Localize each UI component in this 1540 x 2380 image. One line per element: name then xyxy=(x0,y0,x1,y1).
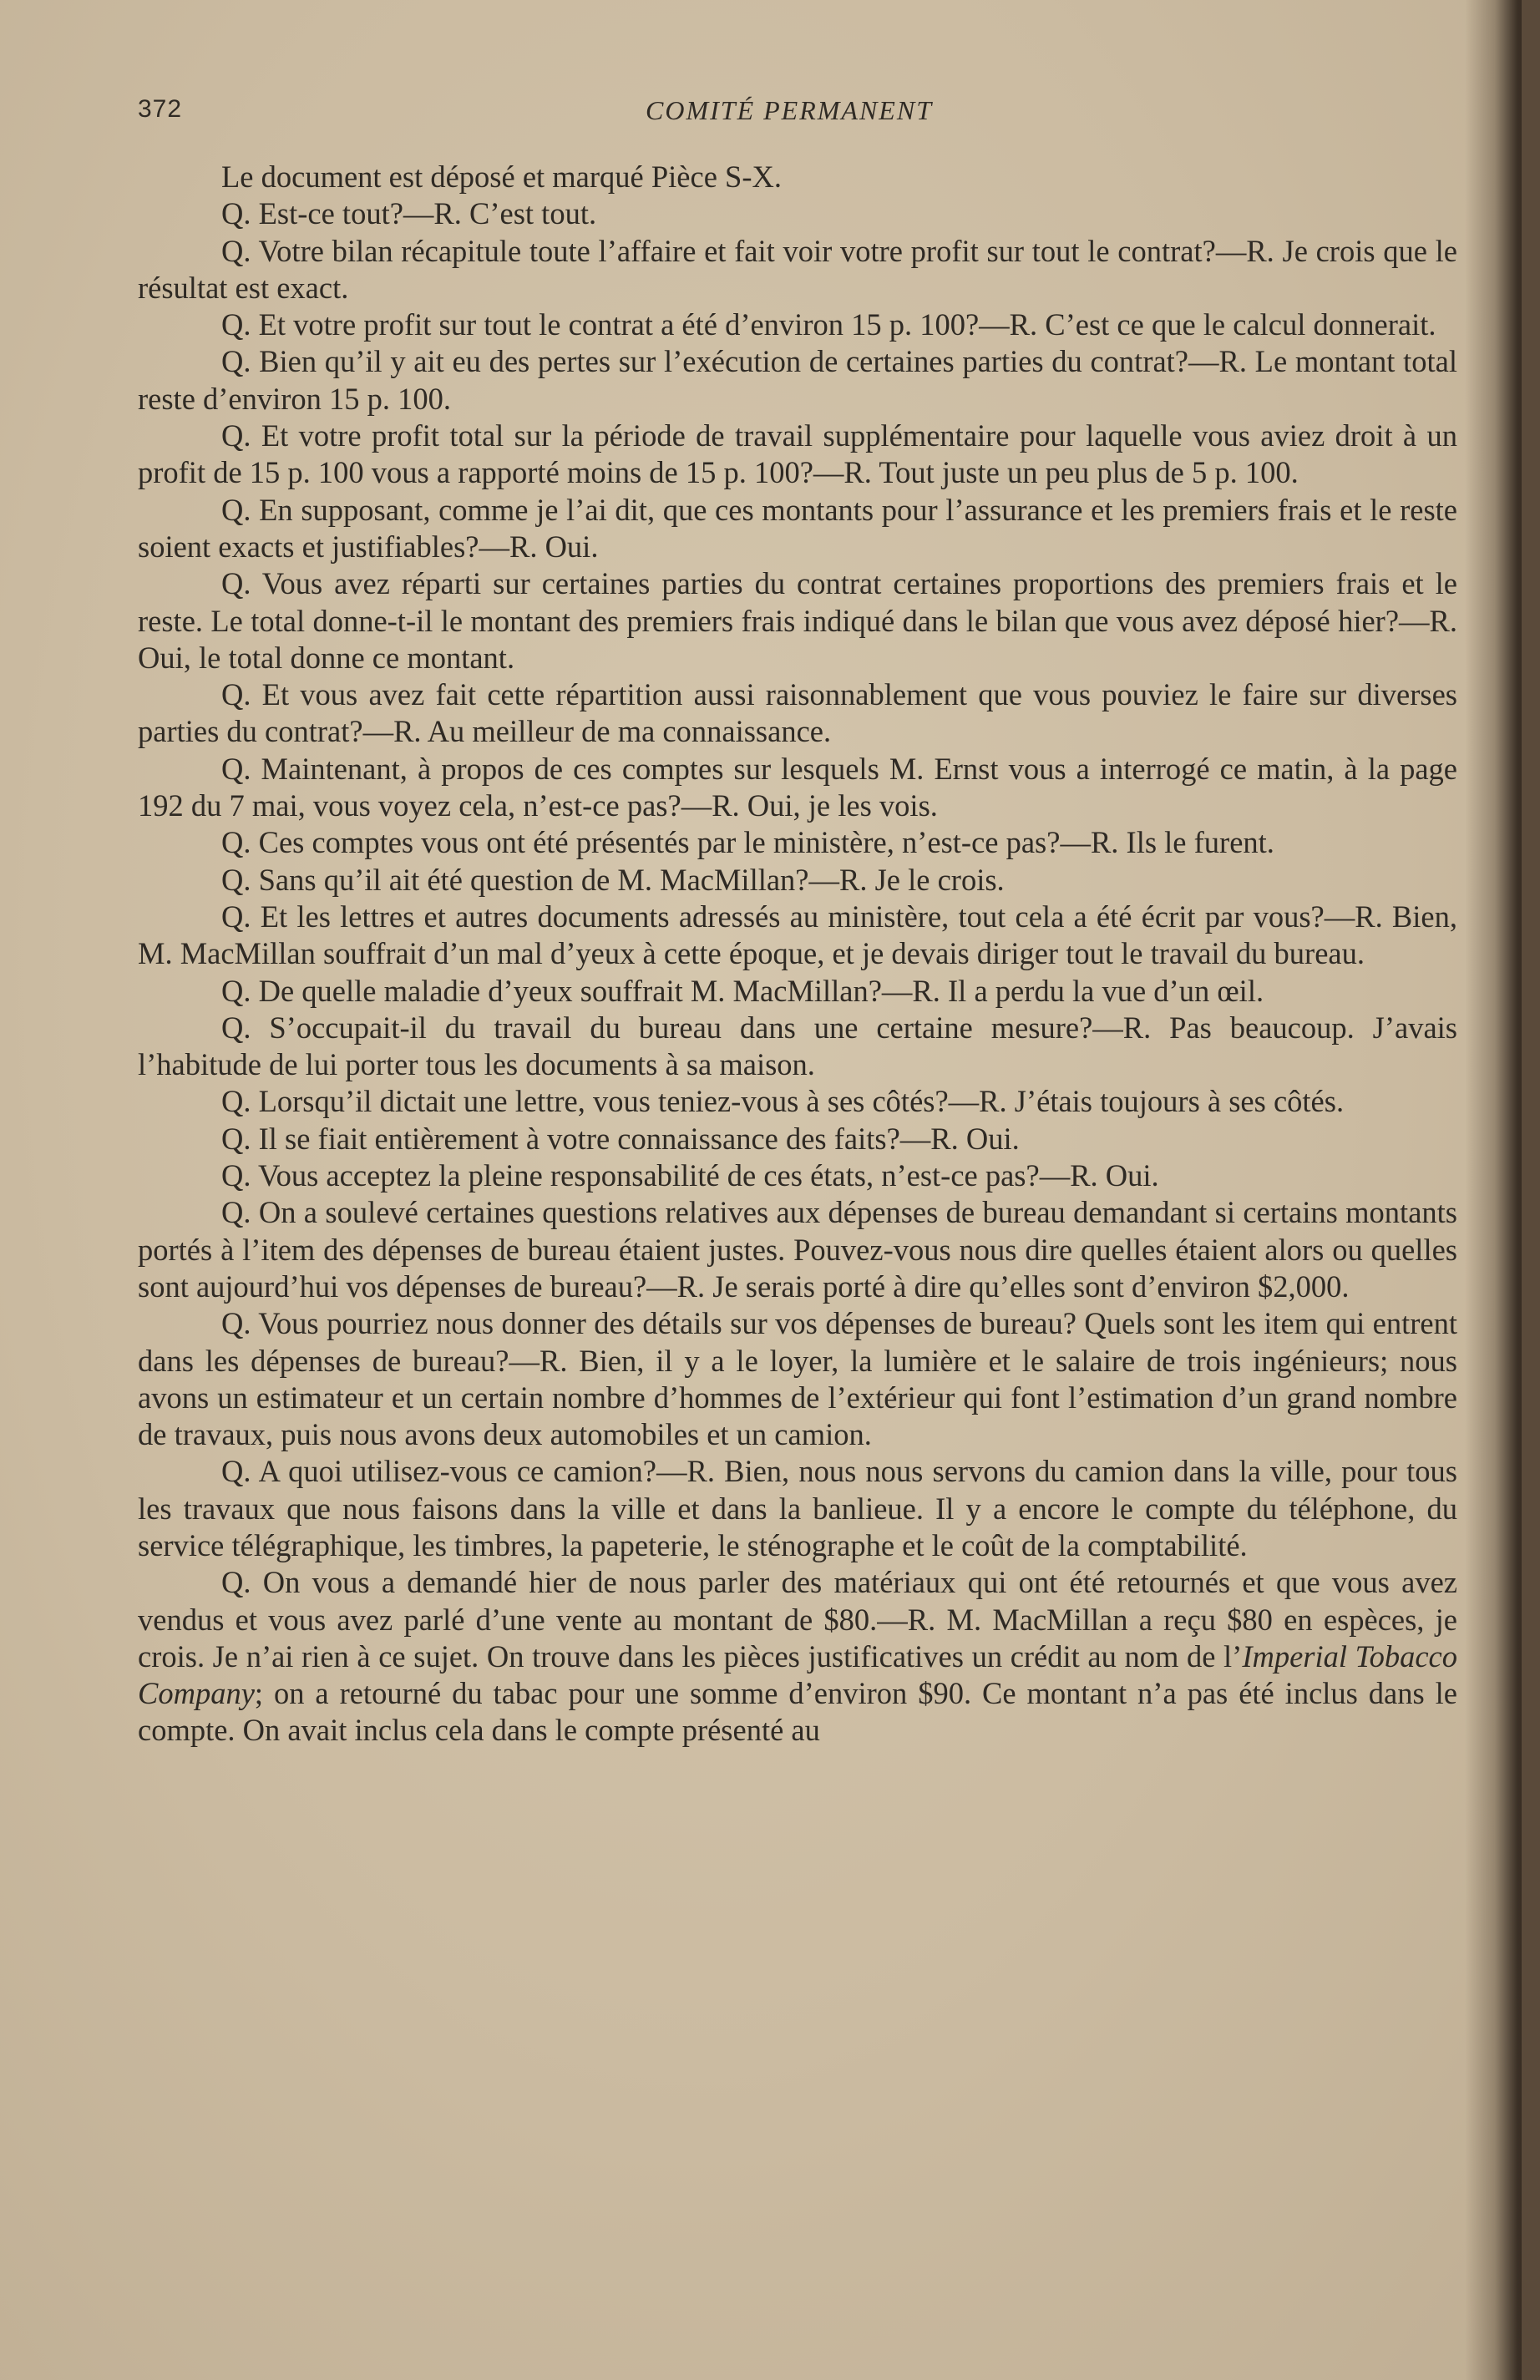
paragraph: Le document est déposé et marqué Pièce S-X. xyxy=(221,160,782,194)
paragraph: Q. Et votre profit total sur la période de travail supplémentaire pour laquelle vous aviez droit à un profit de 15 p. 100 vous a rapporté moins de 15 p. 100?—R. Tout juste un peu plus de 5 p. 100. xyxy=(138,418,1457,490)
paragraph: Q. Il se fiait entièrement à votre connaissance des faits?—R. Oui. xyxy=(221,1121,1020,1156)
paragraph: Q. Sans qu’il ait été question de M. MacMillan?—R. Je le crois. xyxy=(221,862,1005,897)
page-number: 372 xyxy=(138,95,183,123)
paragraph: Q. S’occupait-il du travail du bureau dans une certaine mesure?—R. Pas beaucoup. J’avais l’habitude de lui porter tous les documents à sa maison. xyxy=(138,1010,1457,1082)
next-page-edge xyxy=(1522,0,1540,2380)
paragraph: Q. Lorsqu’il dictait une lettre, vous teniez-vous à ses côtés?—R. J’étais toujours à ses côtés. xyxy=(221,1084,1345,1119)
running-head xyxy=(138,90,1441,132)
paragraph: Q. On a soulevé certaines questions relatives aux dépenses de bureau demandant si certains montants portés à l’item des dépenses de bureau étaient justes. Pouvez-vous nous dire quelles étaient alors ou quelles sont aujourd’hui vos dépenses de bureau?—R. Je serais porté à dire qu’elles sont d’environ $2,000. xyxy=(138,1195,1457,1304)
paragraph: Q. Ces comptes vous ont été présentés par le ministère, n’est-ce pas?—R. Ils le furent. xyxy=(221,825,1274,860)
paragraph: Q. Maintenant, à propos de ces comptes sur lesquels M. Ernst vous a interrogé ce matin, à la page 192 du 7 mai, vous voyez cela, n’est-ce pas?—R. Oui, je les vois. xyxy=(138,751,1457,823)
page-title: COMITÉ PERMANENT xyxy=(646,95,933,125)
paragraph: Q. Et les lettres et autres documents adressés au ministère, tout cela a été écrit par vous?—R. Bien, M. MacMillan souffrait d’un mal d’yeux à cette époque, et je devais diriger tout le travail du bureau. xyxy=(138,899,1457,971)
last-paragraph-text: Q. On vous a demandé hier de nous parler des matériaux qui ont été retournés et que vous avez vendus et vous avez parlé d’une vente au montant de $80.—R. M. MacMillan a reçu $80 en espèces, je crois. Je n’ai rien à ce sujet. On trouve dans les pièces justificatives un crédit au nom de l’ xyxy=(138,1565,1457,1674)
paragraph: Q. Bien qu’il y ait eu des pertes sur l’exécution de certaines parties du contrat?—R. Le montant total reste d’environ 15 p. 100. xyxy=(138,344,1457,416)
paragraph: Q. En supposant, comme je l’ai dit, que ces montants pour l’assurance et les premiers frais et le reste soient exacts et justifiables?—R. Oui. xyxy=(138,492,1457,564)
company-name: Imperial Tobacco Company xyxy=(138,1638,1457,1711)
paragraph: Q. A quoi utilisez-vous ce camion?—R. Bien, nous nous servons du camion dans la ville, pour tous les travaux que nous faisons dans la ville et dans la banlieue. Il y a encore le compte du téléphone, du service télégraphique, les timbres, la papeterie, le sténographe et le coût de la comptabilité. xyxy=(138,1454,1457,1562)
paragraph-last xyxy=(138,1564,1457,1749)
paragraph: Q. Vous avez réparti sur certaines parties du contrat certaines proportions des premiers frais et le reste. Le total donne-t-il le montant des premiers frais indiqué dans le bilan que vous avez déposé hier?—R. Oui, le total donne ce montant. xyxy=(138,566,1457,675)
last-paragraph-text-end: ; on a retourné du tabac pour une somme d’environ $90. Ce montant n’a pas été inclus dans le compte. On avait inclus cela dans le compte présenté au xyxy=(138,1676,1457,1748)
paragraph: Q. Et vous avez fait cette répartition aussi raisonnablement que vous pouviez le faire sur diverses parties du contrat?—R. Au meilleur de ma connaissance. xyxy=(138,677,1457,749)
paragraph: Q. Et votre profit sur tout le contrat a été d’environ 15 p. 100?—R. C’est ce que le calcul donnerait. xyxy=(221,307,1436,342)
paragraph: Q. De quelle maladie d’yeux souffrait M. MacMillan?—R. Il a perdu la vue d’un œil. xyxy=(221,973,1264,1008)
paragraph: Q. Est-ce tout?—R. C’est tout. xyxy=(221,196,597,231)
body-text xyxy=(138,159,1457,1750)
paragraph: Q. Votre bilan récapitule toute l’affaire et fait voir votre profit sur tout le contrat?—R. Je crois que le résultat est exact. xyxy=(138,233,1457,305)
paragraph: Q. Vous acceptez la pleine responsabilité de ces états, n’est-ce pas?—R. Oui. xyxy=(221,1158,1159,1193)
paragraph: Q. Vous pourriez nous donner des détails sur vos dépenses de bureau? Quels sont les item qui entrent dans les dépenses de bureau?—R. Bien, il y a le loyer, la lumière et le salaire de trois ingénieurs; nous avons un estimateur et un certain nombre d’hommes de l’extérieur qui font l’estimation d’un grand nombre de travaux, puis nous avons deux automobiles et un camion. xyxy=(138,1306,1457,1452)
